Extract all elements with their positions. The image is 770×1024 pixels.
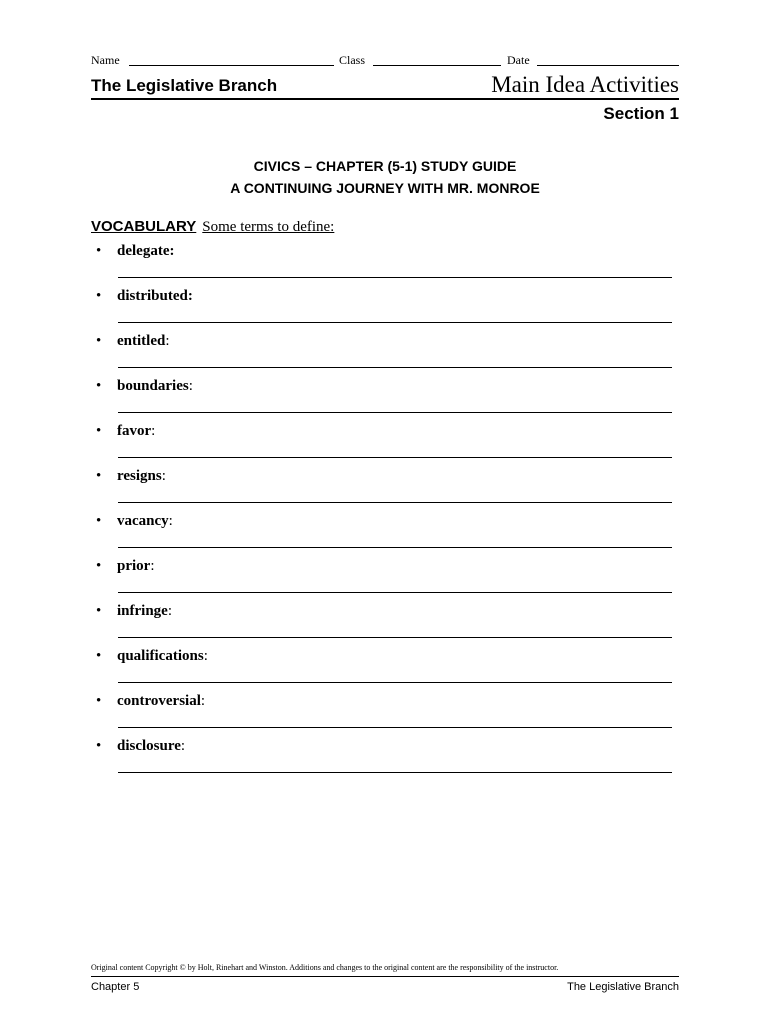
list-item xyxy=(96,512,676,552)
term-text: favor: xyxy=(117,423,156,439)
list-item xyxy=(96,242,676,282)
class-label: Class xyxy=(339,53,366,67)
bullet: • xyxy=(96,648,102,664)
study-guide-title: CIVICS – CHAPTER (5-1) STUDY GUIDE xyxy=(253,158,517,174)
date-label: Date xyxy=(507,53,530,67)
list-item xyxy=(96,602,676,642)
list-item xyxy=(96,332,676,372)
answer-line[interactable] xyxy=(118,367,672,368)
answer-line[interactable] xyxy=(118,592,672,593)
name-label: Name xyxy=(91,53,120,67)
term-text: infringe: xyxy=(117,603,173,619)
footer-rule xyxy=(91,976,679,977)
vocabulary-subheading: Some terms to define: xyxy=(202,219,335,235)
answer-line[interactable] xyxy=(118,322,672,323)
bullet: • xyxy=(96,333,102,349)
doc-title: The Legislative Branch xyxy=(91,76,278,95)
answer-line[interactable] xyxy=(118,727,672,728)
answer-line[interactable] xyxy=(118,457,672,458)
vocabulary-label: VOCABULARY xyxy=(91,218,197,235)
study-guide-subtitle: A CONTINUING JOURNEY WITH MR. MONROE xyxy=(230,180,540,196)
term-text: boundaries: xyxy=(117,378,193,394)
footer-title: The Legislative Branch xyxy=(567,981,679,993)
answer-line[interactable] xyxy=(118,547,672,548)
section-label: Section 1 xyxy=(603,104,679,123)
bullet: • xyxy=(96,738,102,754)
answer-line[interactable] xyxy=(118,682,672,683)
answer-line[interactable] xyxy=(118,412,672,413)
list-item xyxy=(96,467,676,507)
footer-chapter: Chapter 5 xyxy=(91,981,140,993)
list-item xyxy=(96,422,676,462)
list-item xyxy=(96,647,676,687)
list-item xyxy=(96,377,676,417)
term-text: disclosure: xyxy=(117,738,186,754)
bullet: • xyxy=(96,603,102,619)
bullet: • xyxy=(96,513,102,529)
activity-title: Main Idea Activities xyxy=(491,72,679,97)
bullet: • xyxy=(96,378,102,394)
bullet: • xyxy=(96,243,102,259)
list-item xyxy=(96,692,676,732)
term-text: entitled: xyxy=(117,333,170,349)
answer-line[interactable] xyxy=(118,772,672,773)
term-text: distributed: xyxy=(117,288,193,304)
vocabulary-heading xyxy=(91,218,334,236)
list-item xyxy=(96,557,676,597)
term-text: delegate: xyxy=(117,243,175,259)
list-item xyxy=(96,287,676,327)
term-text: controversial: xyxy=(117,693,206,709)
bullet: • xyxy=(96,693,102,709)
header-fields xyxy=(91,52,679,70)
name-line[interactable] xyxy=(129,65,334,66)
term-text: prior: xyxy=(117,558,155,574)
bullet: • xyxy=(96,288,102,304)
copyright-notice: Original content Copyright © by Holt, Rinehart and Winston. Additions and changes to the original content are the responsibility of the instructor. xyxy=(91,963,559,972)
term-text: qualifications: xyxy=(117,648,208,664)
answer-line[interactable] xyxy=(118,277,672,278)
bullet: • xyxy=(96,468,102,484)
answer-line[interactable] xyxy=(118,637,672,638)
class-line[interactable] xyxy=(373,65,501,66)
header-rule xyxy=(91,98,679,100)
bullet: • xyxy=(96,558,102,574)
list-item xyxy=(96,737,676,777)
date-line[interactable] xyxy=(537,65,679,66)
term-text: vacancy: xyxy=(117,513,173,529)
term-text: resigns: xyxy=(117,468,166,484)
answer-line[interactable] xyxy=(118,502,672,503)
bullet: • xyxy=(96,423,102,439)
